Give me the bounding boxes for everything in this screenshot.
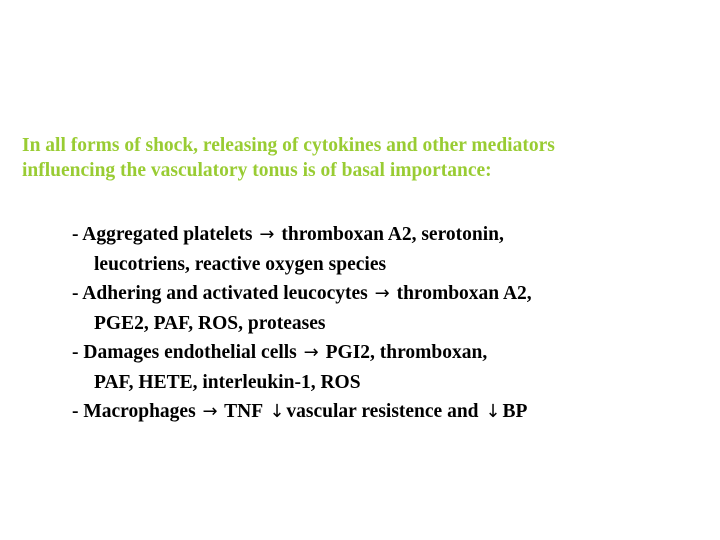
- item-products: thromboxan A2, serotonin,: [281, 224, 504, 245]
- item-source: Aggregated platelets: [82, 224, 253, 245]
- right-arrow-icon: →: [202, 401, 218, 422]
- list-item-platelets: - Aggregated platelets → thromboxan A2, serotonin,: [72, 220, 712, 250]
- item-source: Damages endothelial cells: [83, 342, 297, 363]
- slide-heading: [22, 133, 712, 183]
- right-arrow-icon: →: [374, 283, 390, 304]
- heading-line-1: In all forms of shock, releasing of cytokines and other mediators: [22, 135, 555, 156]
- down-arrow-icon: ↓: [485, 401, 501, 422]
- list-item-leucocytes: - Adhering and activated leucocytes → thromboxan A2,: [72, 279, 712, 309]
- right-arrow-icon: →: [259, 224, 275, 245]
- heading-line-2: influencing the vasculatory tonus is of basal importance:: [22, 160, 492, 181]
- down-arrow-icon: ↓: [269, 401, 285, 422]
- item-source: Macrophages: [83, 401, 196, 422]
- list-item-macrophages: - Macrophages → TNF ↓ vascular resistence and ↓ BP: [72, 397, 712, 427]
- item-products: PGI2, thromboxan,: [325, 342, 488, 363]
- item-source: Adhering and activated leucocytes: [82, 283, 368, 304]
- right-arrow-icon: →: [303, 342, 319, 363]
- item-product-resistance: vascular resistence and: [286, 401, 479, 422]
- item-product-bp: BP: [502, 401, 528, 422]
- list-item-platelets-cont: leucotriens, reactive oxygen species: [94, 253, 387, 275]
- mediator-list: [72, 220, 712, 427]
- list-item-endothelial: - Damages endothelial cells → PGI2, thromboxan,: [72, 338, 712, 368]
- list-item-endothelial-cont: PAF, HETE, interleukin-1, ROS: [94, 371, 361, 393]
- item-product-tnf: TNF: [224, 401, 263, 422]
- item-products: thromboxan A2,: [396, 283, 532, 304]
- list-item-leucocytes-cont: PGE2, PAF, ROS, proteases: [94, 312, 326, 334]
